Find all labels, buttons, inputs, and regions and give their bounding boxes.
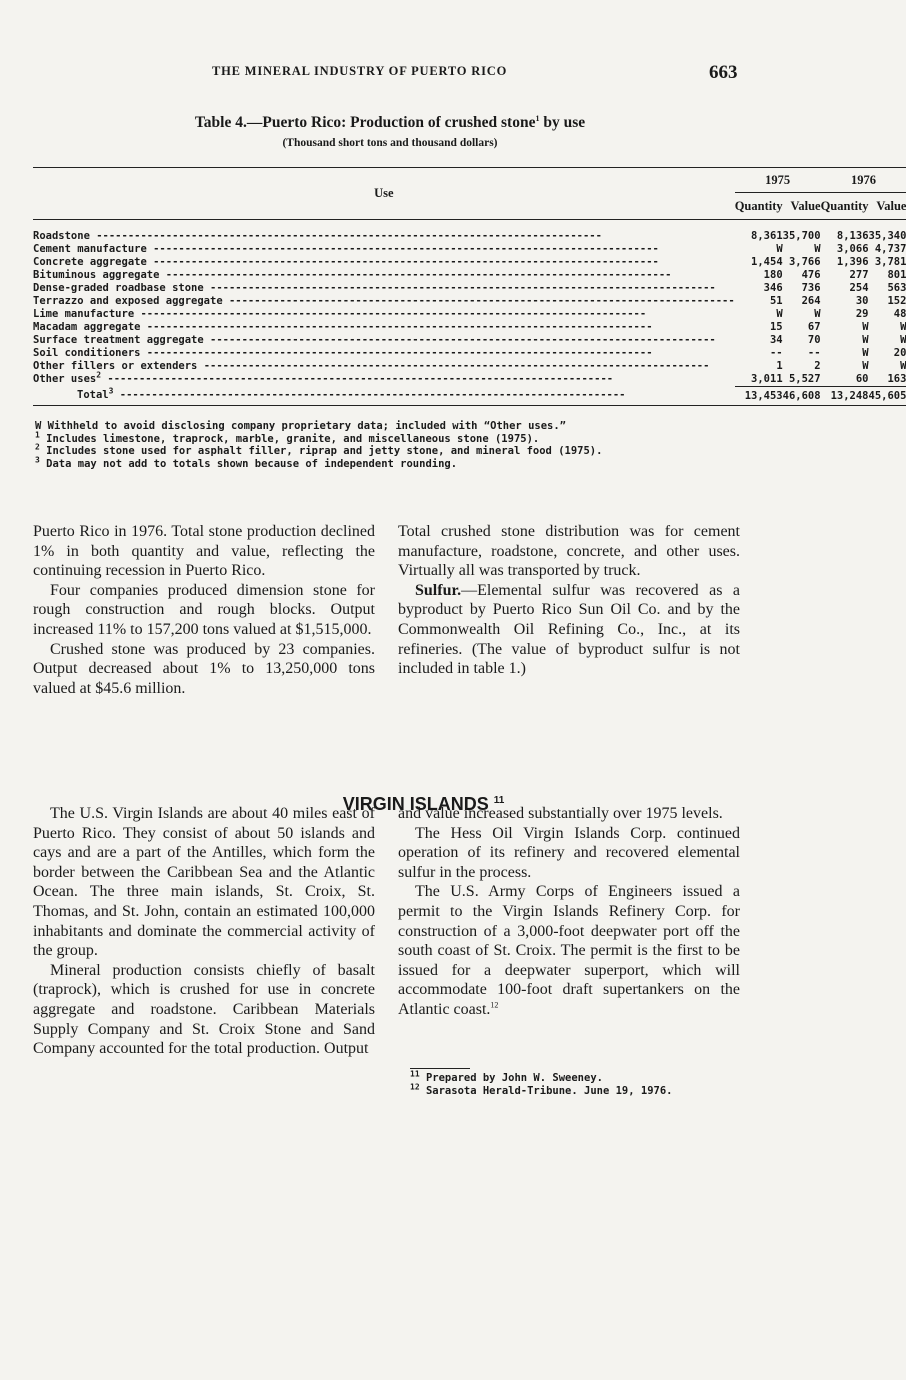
value-1976-cell: 163 xyxy=(869,373,906,387)
leader-dashes: -------------------------------------------------------------------------------- xyxy=(140,308,647,320)
quantity-1975-cell: 8,361 xyxy=(751,230,783,242)
leader-dashes: -------------------------------------------------------------------------------- xyxy=(203,360,710,372)
quantity-1975-cell: 13,453 xyxy=(735,387,783,406)
puerto-rico-left-column xyxy=(33,522,375,698)
table-row xyxy=(33,321,906,334)
use-label: Dense-graded roadbase stone xyxy=(33,282,211,294)
use-cell xyxy=(33,230,735,243)
use-column-header: Use xyxy=(33,168,735,220)
table-body xyxy=(33,220,906,406)
use-label: Bituminous aggregate xyxy=(33,269,166,281)
heading-footnote-mark: 11 xyxy=(493,795,505,806)
virgin-islands-right-column xyxy=(398,804,740,1020)
quantity-1976-cell: 1,396 xyxy=(836,256,869,268)
running-title: THE MINERAL INDUSTRY OF PUERTO RICO xyxy=(212,64,508,78)
quantity-1975-cell: 3,011 xyxy=(735,373,783,387)
use-label: Terrazzo and exposed aggregate xyxy=(33,295,229,307)
table-title-footnote-mark: 1 xyxy=(535,113,540,123)
quantity-1976-cell: 29 xyxy=(855,308,869,320)
value-header-1976: Value xyxy=(869,193,906,220)
quantity-1975-cell: 51 xyxy=(769,295,783,307)
use-label: Total xyxy=(77,389,109,402)
value-1975-cell: 35,700 xyxy=(782,230,821,242)
table-title xyxy=(0,114,780,132)
paragraph: The U.S. Virgin Islands are about 40 miles east of Puerto Rico. They consist of about 50 islands and cays and are a part of the Antilles, which form the border between the Caribbean Sea and the Atlantic Ocean. The three main islands, St. Croix, St. Thomas, and St. John, contain an estimated 100,000 inhabitants and dominate the commercial activity of the group. xyxy=(33,805,375,960)
quantity-1976-cell: 13,248 xyxy=(821,387,869,406)
table-footnote xyxy=(35,442,755,458)
use-cell xyxy=(33,387,735,406)
page-footnotes xyxy=(410,1069,750,1098)
paragraph: Puerto Rico in 1976. Total stone production declined 1% in both quantity and value, reflecting the continuing recession in Puerto Rico. xyxy=(33,523,375,580)
use-cell xyxy=(33,360,735,373)
sulfur-paragraph xyxy=(398,581,740,679)
value-1975-cell: 5,527 xyxy=(783,373,821,387)
use-cell xyxy=(33,334,735,347)
year-header-1975: 1975 xyxy=(735,168,821,193)
value-1976-cell: W xyxy=(900,334,906,346)
paragraph: Mineral production consists chiefly of basalt (traprock), which is crushed for use in concrete aggregate and roadstone. Caribbean Materials Supply Company and St. Croix Stone and Sand Company accounted for the total production. Output xyxy=(33,961,375,1058)
page-number: 663 xyxy=(709,62,738,83)
leader-dashes: -------------------------------------------------------------------------------- xyxy=(165,269,672,281)
footnote-mark: 11 xyxy=(410,1069,420,1079)
table-row xyxy=(33,230,906,243)
use-cell xyxy=(33,282,735,295)
value-1975-cell: 264 xyxy=(801,295,821,307)
footnote-mark: 3 xyxy=(35,455,40,465)
table-row xyxy=(33,256,906,269)
quantity-1976-cell: W xyxy=(862,360,869,372)
leader-dashes: -------------------------------------------------------------------------------- xyxy=(113,389,626,402)
quantity-header-1976: Quantity xyxy=(821,193,869,220)
use-cell xyxy=(33,269,735,282)
table-row xyxy=(33,334,906,347)
use-label: Cement manufacture xyxy=(33,243,154,255)
page-footnote xyxy=(410,1069,750,1085)
footnote-mark: 1 xyxy=(35,430,40,440)
table-row xyxy=(33,243,906,256)
footnote-text: W Withheld to avoid disclosing company proprietary data; included with “Other uses.” xyxy=(35,420,567,432)
value-1975-cell: 67 xyxy=(807,321,821,333)
value-1976-cell: 4,737 xyxy=(874,243,906,255)
leader-dashes: -------------------------------------------------------------------------------- xyxy=(101,373,614,386)
crushed-stone-table xyxy=(33,167,906,406)
leader-dashes: -------------------------------------------------------------------------------- xyxy=(96,230,602,242)
value-1975-cell: 736 xyxy=(801,282,821,294)
paragraph: Crushed stone was produced by 23 companies. Output decreased about 1% to 13,250,000 tons valued at $45.6 million. xyxy=(33,640,375,697)
use-cell xyxy=(33,347,735,360)
quantity-1975-cell: -- xyxy=(769,347,783,359)
leader-dashes: -------------------------------------------------------------------------------- xyxy=(210,334,716,346)
sulfur-runin-heading: Sulfur. xyxy=(415,581,462,599)
table-footnote xyxy=(35,420,755,433)
quantity-1976-cell: W xyxy=(862,321,869,333)
quantity-header-1975: Quantity xyxy=(735,193,783,220)
sulfur-text: —Elemental sulfur was recovered as a byproduct by Puerto Rico Sun Oil Co. and by the Commonwealth Oil Refining Co., Inc., at its refineries. (The value of byproduct sulfur is not included in table 1.) xyxy=(398,581,740,678)
table-footnote xyxy=(35,455,755,471)
quantity-1976-cell: 8,136 xyxy=(836,230,869,242)
table-title-text: Table 4.—Puerto Rico: Production of crushed stone xyxy=(194,114,536,131)
value-1975-cell: W xyxy=(814,243,821,255)
value-1975-cell: 2 xyxy=(814,360,821,372)
quantity-1976-cell: 254 xyxy=(849,282,869,294)
use-cell xyxy=(33,370,735,387)
use-label: Soil conditioners xyxy=(33,347,147,359)
quantity-1976-cell: 30 xyxy=(855,295,869,307)
use-label: Other uses xyxy=(33,373,97,386)
quantity-1976-cell: W xyxy=(862,334,869,346)
table-footnote xyxy=(35,430,755,446)
running-head xyxy=(0,62,847,84)
table-footnotes xyxy=(35,420,755,470)
paragraph-text: The U.S. Army Corps of Engineers issued a permit to the Virgin Islands Refinery Corp. for construction of a 3,000-foot deepwater port off the south coast of St. Croix. The permit is the first to be issued for a deepwater superport, which will accommodate 100-foot draft supertankers on the Atlantic coast. xyxy=(398,883,740,1018)
virgin-islands-left-column xyxy=(33,804,375,1059)
value-1976-cell: 48 xyxy=(893,308,906,320)
footnote-text: Prepared by John W. Sweeney. xyxy=(425,1072,603,1084)
table-title-suffix: by use xyxy=(543,114,586,131)
quantity-1975-cell: W xyxy=(776,243,783,255)
value-1976-cell: 563 xyxy=(887,282,906,294)
footnote-mark: 12 xyxy=(490,1000,499,1010)
quantity-1975-cell: 15 xyxy=(769,321,783,333)
table-spacer xyxy=(33,220,906,231)
use-cell xyxy=(33,256,735,269)
table-row xyxy=(33,282,906,295)
quantity-1975-cell: 346 xyxy=(763,282,783,294)
table-row xyxy=(33,373,906,387)
value-1975-cell: -- xyxy=(807,347,821,359)
quantity-1976-cell: W xyxy=(862,347,869,359)
value-1975-cell: W xyxy=(814,308,821,320)
paragraph: and value increased substantially over 1975 levels. xyxy=(398,805,723,822)
value-1976-cell: 35,340 xyxy=(868,230,906,242)
puerto-rico-right-column xyxy=(398,522,740,679)
footnote-text: Data may not add to totals shown because of independent rounding. xyxy=(46,457,458,470)
value-1976-cell: 3,781 xyxy=(874,256,906,268)
value-1976-cell: 801 xyxy=(887,269,906,281)
quantity-1976-cell: 277 xyxy=(849,269,869,281)
use-label: Surface treatment aggregate xyxy=(33,334,211,346)
quantity-1975-cell: 1,454 xyxy=(751,256,783,268)
quantity-1975-cell: W xyxy=(776,308,783,320)
footnote-text: Includes stone used for asphalt filler, riprap and jetty stone, and mineral food (1975). xyxy=(46,445,603,458)
use-cell xyxy=(33,321,735,334)
value-1975-cell: 46,608 xyxy=(783,387,821,406)
paragraph: The Hess Oil Virgin Islands Corp. continued operation of its refinery and recovered elemental sulfur in the process. xyxy=(398,824,740,881)
use-cell xyxy=(33,243,735,256)
quantity-1975-cell: 180 xyxy=(763,269,783,281)
use-cell xyxy=(33,308,735,321)
use-label: Concrete aggregate xyxy=(33,256,154,268)
leader-dashes: -------------------------------------------------------------------------------- xyxy=(210,282,716,294)
quantity-1975-cell: 34 xyxy=(769,334,783,346)
table-row xyxy=(33,360,906,373)
value-1976-cell: W xyxy=(900,360,906,372)
year-header-1976: 1976 xyxy=(821,168,906,193)
paragraph: Four companies produced dimension stone for rough construction and rough blocks. Output increased 11% to 157,200 tons valued at $1,515,000. xyxy=(33,581,375,638)
heading-text: VIRGIN ISLANDS xyxy=(342,794,489,814)
use-footnote-mark: 3 xyxy=(108,386,114,396)
use-label: Macadam aggregate xyxy=(33,321,147,333)
value-1976-cell: W xyxy=(900,321,906,333)
footnote-text: Sarasota Herald-Tribune. June 19, 1976. xyxy=(425,1085,673,1097)
use-label: Other fillers or extenders xyxy=(33,360,204,372)
table-row xyxy=(33,269,906,282)
value-1975-cell: 3,766 xyxy=(788,256,821,268)
value-1976-cell: 20 xyxy=(893,347,906,359)
use-footnote-mark: 2 xyxy=(96,370,102,380)
use-label: Roadstone xyxy=(33,230,97,242)
leader-dashes: -------------------------------------------------------------------------------- xyxy=(228,295,735,307)
quantity-1976-cell: 60 xyxy=(821,373,869,387)
value-1975-cell: 476 xyxy=(801,269,821,281)
value-1976-cell: 152 xyxy=(887,295,906,307)
footnote-mark: 12 xyxy=(410,1082,420,1092)
page-footnote xyxy=(410,1082,750,1098)
footnote-text: Includes limestone, traprock, marble, granite, and miscellaneous stone (1975). xyxy=(46,432,540,445)
quantity-1975-cell: 1 xyxy=(776,360,783,372)
leader-dashes: -------------------------------------------------------------------------------- xyxy=(153,243,659,255)
table-row xyxy=(33,308,906,321)
table-total-row xyxy=(33,387,906,406)
leader-dashes: -------------------------------------------------------------------------------- xyxy=(146,321,653,333)
use-cell xyxy=(33,295,735,308)
footnote-mark: 2 xyxy=(35,442,40,452)
table-row xyxy=(33,295,906,308)
use-label: Lime manufacture xyxy=(33,308,141,320)
table-subtitle: (Thousand short tons and thousand dollars) xyxy=(282,137,498,149)
value-1975-cell: 70 xyxy=(807,334,821,346)
quantity-1976-cell: 3,066 xyxy=(836,243,869,255)
paragraph xyxy=(398,882,740,1019)
value-header-1975: Value xyxy=(783,193,821,220)
leader-dashes: -------------------------------------------------------------------------------- xyxy=(146,347,653,359)
leader-dashes: -------------------------------------------------------------------------------- xyxy=(153,256,659,268)
paragraph: Total crushed stone distribution was for cement manufacture, roadstone, concrete, and other uses. Virtually all was transported by truck. xyxy=(398,523,740,580)
table-row xyxy=(33,347,906,360)
value-1976-cell: 45,605 xyxy=(869,387,906,406)
